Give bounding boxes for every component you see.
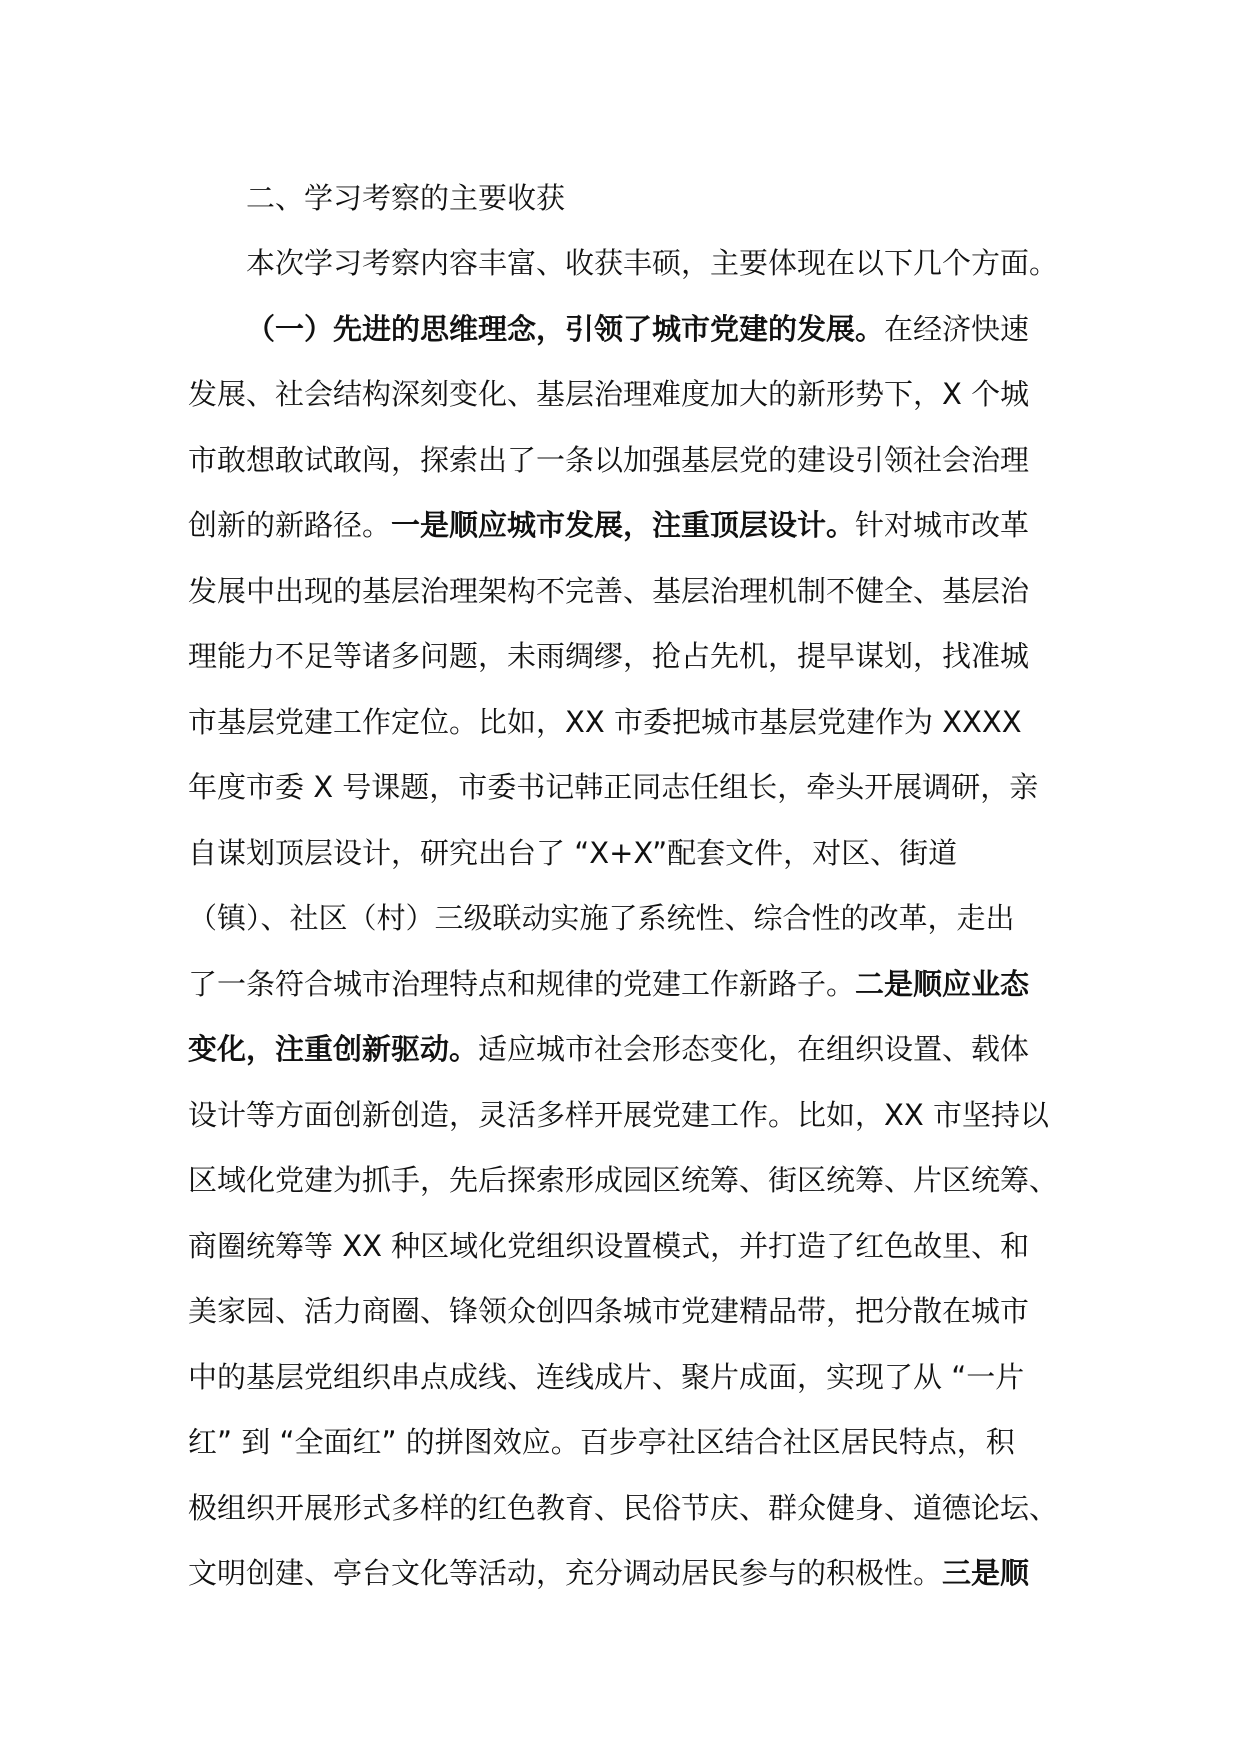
text-run: 本次学习考察内容丰富、收获丰硕，主要体现在以下几个方面。: [246, 246, 1059, 280]
text-line: [188, 1357, 1068, 1397]
text-line: [188, 1226, 1068, 1266]
text-run: 极组织开展形式多样的红色教育、民俗节庆、群众健身、道德论坛、: [188, 1491, 1059, 1525]
bold-text-run: 三是顺: [942, 1556, 1030, 1590]
text-line: [188, 374, 1068, 414]
text-run: 年度市委 X 号课题，市委书记韩正同志任组长，牵头开展调研，亲: [188, 770, 1039, 804]
text-run: 二、学习考察的主要收获: [246, 181, 566, 215]
text-run: 发展中出现的基层治理架构不完善、基层治理机制不健全、基层治: [188, 574, 1030, 608]
text-line: [246, 309, 1068, 349]
text-line: [188, 440, 1068, 480]
text-line: [188, 1160, 1068, 1200]
text-line: [188, 1422, 1068, 1462]
text-line: [188, 964, 1068, 1004]
bold-text-run: 变化，注重创新驱动。: [188, 1032, 479, 1066]
text-run: 在经济快速: [884, 312, 1030, 346]
text-run: 自谋划顶层设计，研究出台了 “X+X”配套文件，对区、街道: [188, 836, 958, 870]
text-run: 美家园、活力商圈、锋领众创四条城市党建精品带，把分散在城市: [188, 1294, 1030, 1328]
text-line: [246, 243, 1068, 283]
text-run: 市敢想敢试敢闯，探索出了一条以加强基层党的建设引领社会治理: [188, 443, 1030, 477]
text-run: 设计等方面创新创造，灵活多样开展党建工作。比如，XX 市坚持以: [188, 1098, 1049, 1132]
bold-text-run: 一是顺应城市发展，注重顶层设计。: [391, 508, 856, 542]
section-heading: [246, 178, 1068, 218]
text-run: 商圈统筹等 XX 种区域化党组织设置模式，并打造了红色故里、和: [188, 1229, 1030, 1263]
text-run: 适应城市社会形态变化，在组织设置、载体: [478, 1032, 1030, 1066]
text-run: 创新的新路径。: [188, 508, 392, 542]
text-line: [188, 1029, 1068, 1069]
text-line: [188, 898, 1068, 938]
text-line: [188, 505, 1068, 545]
bold-text-run: 二是顺应业态: [855, 967, 1030, 1001]
text-run: 市基层党建工作定位。比如，XX 市委把城市基层党建作为 XXXX: [188, 705, 1022, 739]
text-run: 文明创建、亭台文化等活动，充分调动居民参与的积极性。: [188, 1556, 943, 1590]
bold-text-run: （一）先进的思维理念，引领了城市党建的发展。: [246, 312, 885, 346]
text-line: [188, 833, 1068, 873]
text-line: [188, 1488, 1068, 1528]
text-line: [188, 767, 1068, 807]
text-line: [188, 571, 1068, 611]
text-run: 针对城市改革: [855, 508, 1030, 542]
text-run: （镇）、社区（村）三级联动实施了系统性、综合性的改革，走出: [188, 901, 1015, 935]
text-line: [188, 702, 1068, 742]
text-run: 理能力不足等诸多问题，未雨绸缪，抢占先机，提早谋划，找准城: [188, 639, 1030, 673]
text-line: [188, 1095, 1068, 1135]
text-line: [188, 1553, 1068, 1593]
text-run: 中的基层党组织串点成线、连线成片、聚片成面，实现了从 “一片: [188, 1360, 1025, 1394]
text-line: [188, 1291, 1068, 1331]
text-line: [188, 636, 1068, 676]
text-run: 红” 到 “全面红” 的拼图效应。百步亭社区结合社区居民特点，积: [188, 1425, 1015, 1459]
text-run: 区域化党建为抓手，先后探索形成园区统筹、街区统筹、片区统筹、: [188, 1163, 1059, 1197]
text-run: 了一条符合城市治理特点和规律的党建工作新路子。: [188, 967, 856, 1001]
text-run: 发展、社会结构深刻变化、基层治理难度加大的新形势下，X 个城: [188, 377, 1030, 411]
